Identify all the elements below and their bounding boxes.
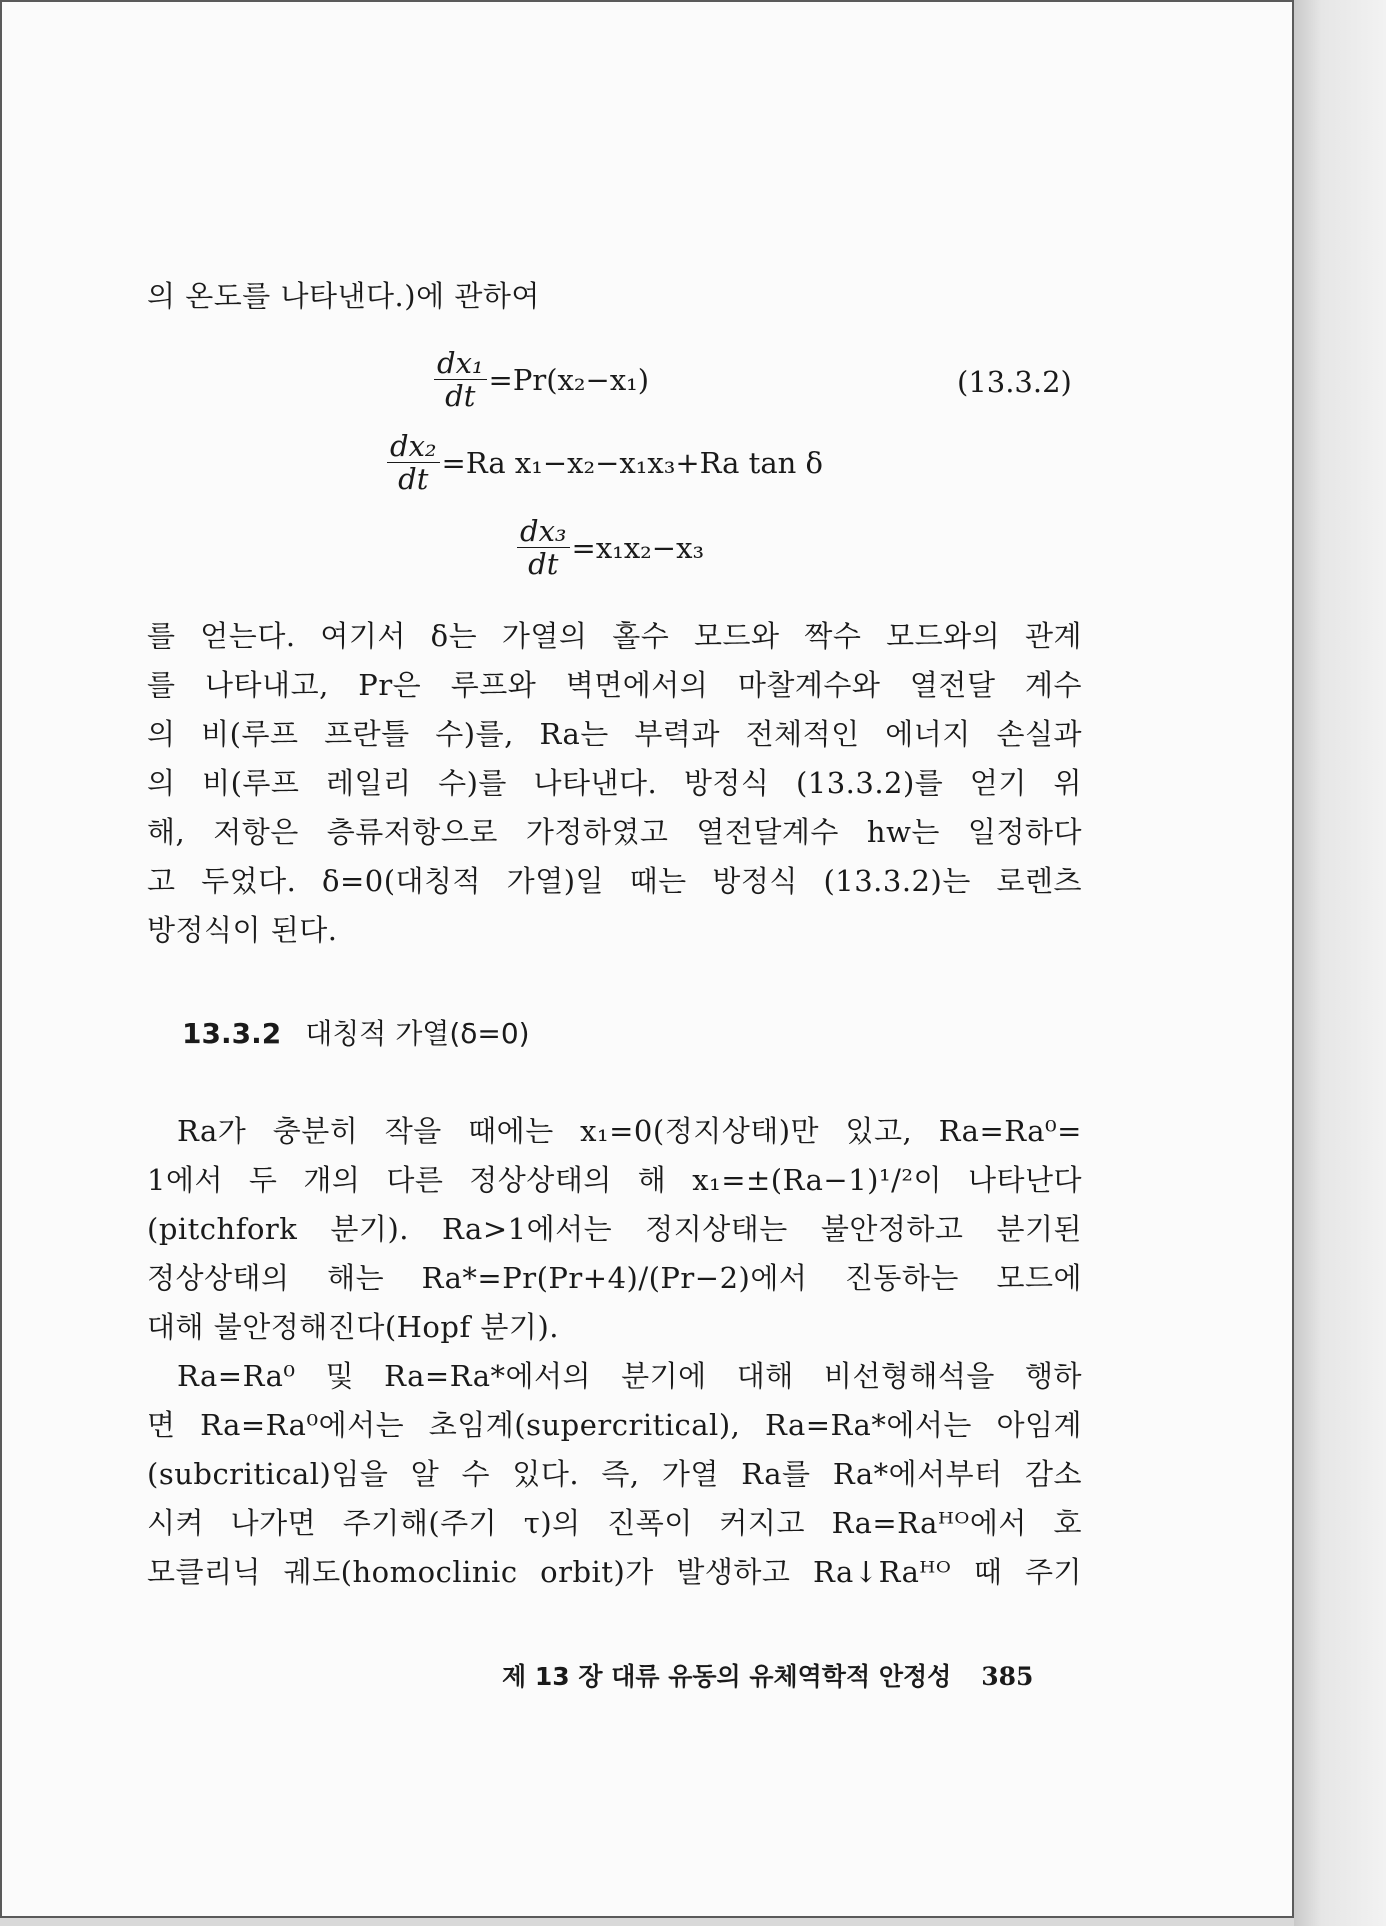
chapter-title: 제 13 장 대류 유동의 유체역학적 안정성 [502,1662,952,1691]
text-line: Ra가 충분히 작을 때에는 x₁=0(정지상태)만 있고, Ra=Ra⁰= [177,1114,1082,1148]
equation-2 [387,430,823,495]
text-line: 의 비(루프 레일리 수)를 나타낸다. 방정식 (13.3.2)를 얻기 위 [147,766,1082,800]
page-edge-shadow [1294,0,1386,1926]
text-line: 방정식이 된다. [147,913,338,947]
text-line: 정상상태의 해는 Ra*=Pr(Pr+4)/(Pr−2)에서 진동하는 모드에 [147,1261,1082,1295]
fraction-numerator: dx₁ [434,347,487,380]
equation-rhs: =Pr(x₂−x₁) [488,362,650,397]
text-line: 를 얻는다. 여기서 δ는 가열의 홀수 모드와 짝수 모드와의 관계 [147,619,1082,653]
fraction [387,430,440,495]
text-line: 의 비(루프 프란틀 수)를, Ra는 부력과 전체적인 에너지 손실과 [147,717,1082,751]
paragraph-3 [147,1352,1082,1597]
fraction-denominator: dt [445,379,476,413]
page-number: 385 [981,1662,1034,1691]
page-footer [502,1657,1033,1693]
section-title: 대칭적 가열(δ=0) [305,1017,530,1050]
paragraph-1 [147,612,1082,955]
fraction-numerator: dx₃ [517,515,570,548]
text-line: 모클리닉 궤도(homoclinic orbit)가 발생하고 Ra↓Raᴴᴼ 때 주기 [147,1555,1082,1589]
text-line: 해, 저항은 층류저항으로 가정하였고 열전달계수 hw는 일정하다 [147,815,1082,849]
text-line: 를 나타내고, Pr은 루프와 벽면에서의 마찰계수와 열전달 계수 [147,668,1082,702]
paragraph-2 [147,1107,1082,1352]
fraction-denominator: dt [398,462,429,496]
text-line: 대해 불안정해진다(Hopf 분기). [147,1310,559,1344]
equation-rhs: =Ra x₁−x₂−x₁x₃+Ra tan δ [441,445,823,480]
text-line: (pitchfork 분기). Ra>1에서는 정지상태는 불안정하고 분기된 [147,1212,1082,1246]
text-line: 의 온도를 나타낸다.)에 관하여 [147,279,540,313]
text-line: 1에서 두 개의 다른 정상상태의 해 x₁=±(Ra−1)¹/²이 나타난다 [147,1163,1082,1197]
equation-rhs: =x₁x₂−x₃ [571,530,705,565]
equation-number: (13.3.2) [957,365,1072,399]
text-line: 면 Ra=Ra⁰에서는 초임계(supercritical), Ra=Ra*에서는 아임계 [147,1408,1082,1442]
section-number: 13.3.2 [182,1017,282,1050]
text-line: 고 두었다. δ=0(대칭적 가열)일 때는 방정식 (13.3.2)는 로렌츠 [147,864,1082,898]
equation-3 [517,515,704,580]
text-line: Ra=Ra⁰ 및 Ra=Ra*에서의 분기에 대해 비선형해석을 행하 [177,1359,1082,1393]
section-heading [182,1012,530,1052]
text-line: 시켜 나가면 주기해(주기 τ)의 진폭이 커지고 Ra=Raᴴᴼ에서 호 [147,1506,1082,1540]
fraction-numerator: dx₂ [387,430,440,463]
fraction [434,347,487,412]
fraction [517,515,570,580]
equation-1 [434,347,649,412]
text-line: (subcritical)임을 알 수 있다. 즉, 가열 Ra를 Ra*에서부터 감소 [147,1457,1082,1491]
top-line [147,272,1082,321]
fraction-denominator: dt [528,547,559,581]
